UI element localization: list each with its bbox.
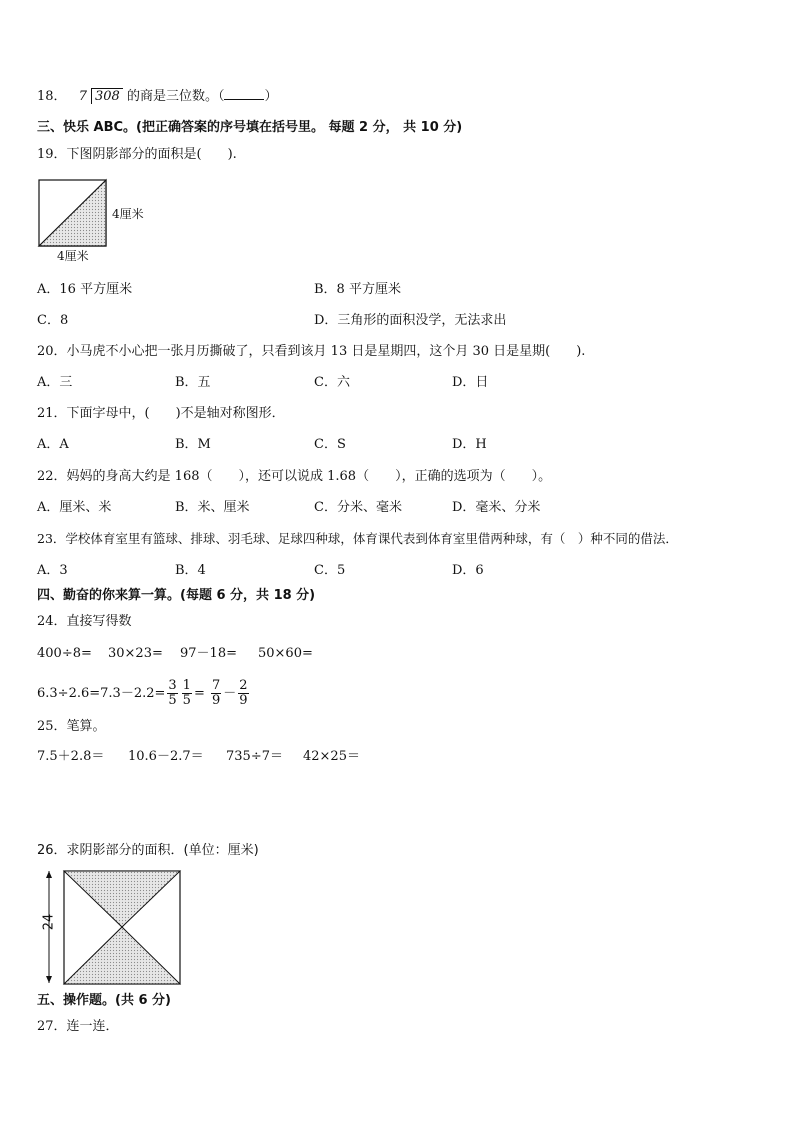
question-text: 的商是三位数。（	[126, 89, 225, 104]
fraction	[238, 679, 248, 708]
option-a[interactable]: A．A	[37, 437, 69, 452]
dimension-label: 24	[41, 913, 57, 931]
numerator: 3	[168, 678, 177, 693]
option-a[interactable]: A．3	[37, 563, 68, 578]
fraction	[182, 679, 192, 708]
long-division-symbol	[71, 89, 123, 105]
answer-blank[interactable]	[224, 99, 264, 100]
calc-item: 97－18=	[180, 646, 237, 661]
fraction	[211, 679, 221, 708]
option-c[interactable]: C．8	[37, 313, 69, 328]
hourglass-figure	[40, 868, 185, 988]
question-26-text: 26．求阴影部分的面积．(单位：厘米)	[37, 843, 259, 858]
section-5-title: 五、操作题。(共 6 分)	[37, 993, 171, 1008]
question-27-text: 27．连一连．	[37, 1019, 119, 1034]
calc-item: 30×23=	[108, 646, 163, 661]
option-b[interactable]: B．五	[175, 375, 211, 390]
label-bottom-length: 4厘米	[57, 249, 89, 263]
calc-item: 6.3÷2.6=	[37, 686, 101, 701]
calc-item: 10.6－2.7＝	[128, 749, 204, 764]
numerator: 1	[182, 678, 191, 693]
option-b[interactable]: B．4	[175, 563, 206, 578]
question-19-text: 19．下图阴影部分的面积是( ).	[37, 147, 237, 162]
option-d[interactable]: D．6	[452, 563, 484, 578]
option-c[interactable]: C．S	[314, 437, 346, 452]
fraction	[167, 679, 177, 708]
question-25-text: 25．笔算。	[37, 719, 106, 734]
calc-item: 7.3－2.2=	[100, 686, 166, 701]
option-d[interactable]: D．毫米、分米	[452, 500, 541, 515]
option-d[interactable]: D．日	[452, 375, 489, 390]
option-c[interactable]: C．5	[314, 563, 346, 578]
option-a[interactable]: A．16 平方厘米	[37, 282, 133, 297]
option-a[interactable]: A．三	[37, 375, 73, 390]
calc-row-2	[37, 679, 251, 708]
option-c[interactable]: C．六	[314, 375, 350, 390]
label-right-length: 4厘米	[112, 207, 144, 221]
section-3-title: 三、快乐 ABC。(把正确答案的序号填在括号里。 每题 2 分， 共 10 分)	[37, 120, 463, 135]
section-4-title: 四、勤奋的你来算一算。(每题 6 分，共 18 分)	[37, 588, 316, 603]
calc-item: 50×60=	[258, 646, 313, 661]
option-b[interactable]: B．8 平方厘米	[314, 282, 401, 297]
question-text-close: ）	[264, 89, 278, 104]
calc-item: 735÷7＝	[226, 749, 283, 764]
question-18	[37, 89, 277, 105]
option-b[interactable]: B．米、厘米	[175, 500, 250, 515]
denominator: 5	[168, 693, 177, 708]
numerator: 7	[212, 678, 221, 693]
question-21-text: 21．下面字母中，( )不是轴对称图形．	[37, 406, 285, 421]
numerator: 2	[239, 678, 248, 693]
option-b[interactable]: B．M	[175, 437, 211, 452]
question-22-text: 22．妈妈的身高大约是 168（ ），还可以说成 1.68（ ），正确的选项为（ ）。	[37, 469, 552, 484]
option-d[interactable]: D．H	[452, 437, 487, 452]
calc-item: 7.5＋2.8＝	[37, 749, 105, 764]
option-a[interactable]: A．厘米、米	[37, 500, 112, 515]
denominator: 9	[212, 693, 221, 708]
option-c[interactable]: C．分米、毫米	[314, 500, 402, 515]
question-20-text: 20．小马虎不小心把一张月历撕破了，只看到该月 13 日是星期四，这个月 30 日是星期( ).	[37, 344, 586, 359]
denominator: 9	[239, 693, 248, 708]
question-24-text: 24．直接写得数	[37, 614, 132, 629]
divisor: 7	[78, 89, 87, 104]
calc-item: 42×25＝	[303, 749, 360, 764]
minus-sign: －	[223, 686, 237, 701]
equals-sign: =	[193, 686, 205, 701]
question-23-text: 23．学校体育室里有篮球、排球、羽毛球、足球四种球，体育课代表到体育室里借两种球，有（ ）种不同的借法．	[37, 531, 678, 546]
option-d[interactable]: D．三角形的面积没学，无法求出	[314, 313, 507, 328]
question-number: 18．	[37, 89, 67, 104]
denominator: 5	[182, 693, 191, 708]
dividend: 308	[91, 88, 123, 104]
calc-item: 400÷8=	[37, 646, 92, 661]
